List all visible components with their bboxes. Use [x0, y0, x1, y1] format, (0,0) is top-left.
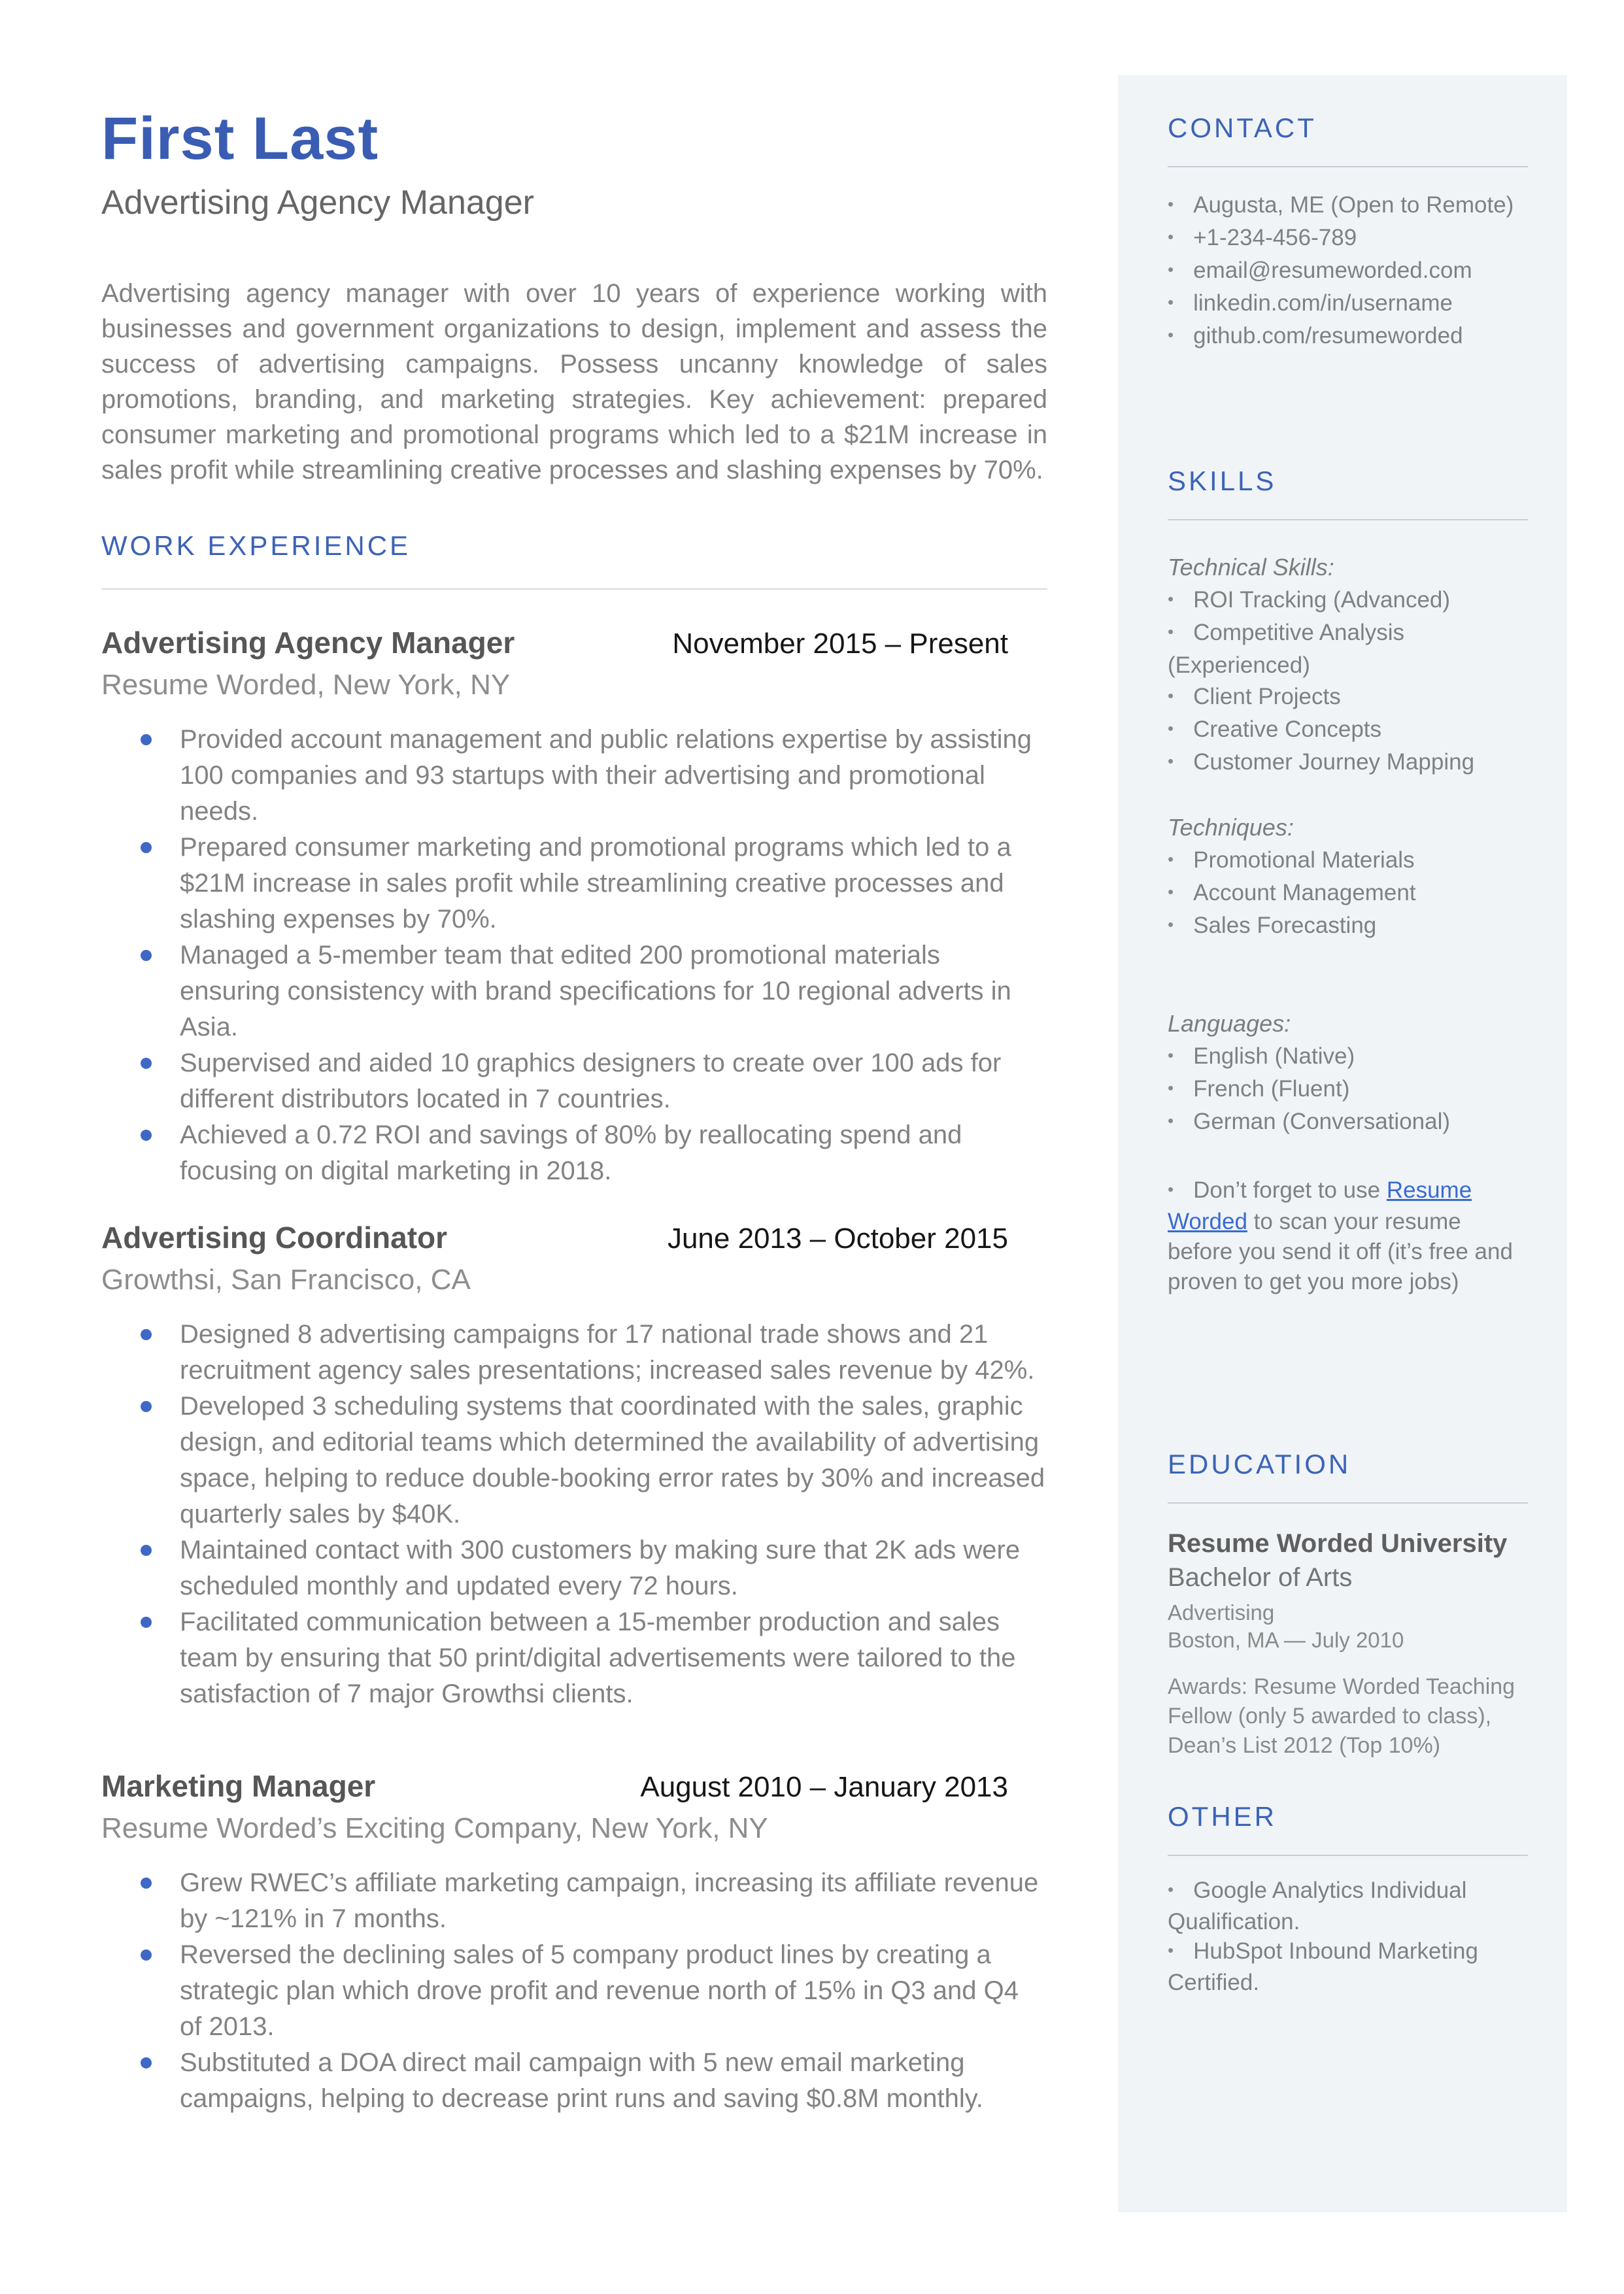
job-title: Marketing Manager — [101, 1769, 376, 1804]
skills-list — [1168, 845, 1528, 943]
contact-location: • Augusta, ME (Open to Remote) — [1168, 190, 1528, 222]
job-dates: August 2010 – January 2013 — [640, 1771, 1008, 1804]
resume-worded-link[interactable]: Resume Worded — [1168, 1177, 1472, 1234]
person-title: Advertising Agency Manager — [101, 184, 534, 222]
education-heading: EDUCATION — [1168, 1449, 1351, 1479]
job-entry — [101, 1767, 1047, 2117]
skill-item: • Competitive Analysis (Experienced) — [1168, 617, 1528, 681]
job-dates: June 2013 – October 2015 — [667, 1223, 1008, 1255]
skill-item: • Creative Concepts — [1168, 714, 1528, 747]
skill-item: • Promotional Materials — [1168, 845, 1528, 877]
job-bullet: Managed a 5-member team that edited 200 promotional materials ensuring consistency with brand specifications for 10 regional adverts in Asia. — [101, 937, 1047, 1045]
job-bullet: Facilitated communication between a 15-member production and sales team by ensuring that 50 print/digital advertisements were tailored to the satisfaction of 7 major Growthsi clients. — [101, 1604, 1047, 1712]
divider — [1168, 1855, 1528, 1856]
job-bullet: Grew RWEC’s affiliate marketing campaign, increasing its affiliate revenue by ~121% in 7 months. — [101, 1865, 1047, 1937]
job-dates: November 2015 – Present — [672, 628, 1008, 660]
work-experience-heading: WORK EXPERIENCE — [101, 530, 411, 562]
language-item: • English (Native) — [1168, 1041, 1528, 1073]
skill-item: • Client Projects — [1168, 681, 1528, 714]
job-bullet: Designed 8 advertising campaigns for 17 national trade shows and 21 recruitment agency sales presentations; increased sales revenue by 42%. — [101, 1317, 1047, 1389]
job-bullet: Reversed the declining sales of 5 company product lines by creating a strategic plan which drove profit and revenue north of 15% in Q3 and Q4 of 2013. — [101, 1937, 1047, 2045]
language-item: • German (Conversational) — [1168, 1106, 1528, 1139]
contact-list — [1168, 190, 1528, 353]
job-bullet-list — [101, 722, 1047, 1189]
job-bullet: Developed 3 scheduling systems that coordinated with the sales, graphic design, and editorial teams which determined the availability of advertising space, helping to reduce double-booking error rates by 30% and increased quarterly sales by $40K. — [101, 1389, 1047, 1532]
education-school: Resume Worded University — [1168, 1529, 1508, 1558]
job-entry — [101, 624, 1047, 1189]
job-bullet-list — [101, 1865, 1047, 2117]
skills-list — [1168, 584, 1528, 779]
job-bullet: Achieved a 0.72 ROI and savings of 80% by reallocating spend and focusing on digital marketing in 2018. — [101, 1117, 1047, 1189]
job-bullet: Supervised and aided 10 graphics designers to create over 100 ads for different distributors located in 7 countries. — [101, 1045, 1047, 1117]
other-item: • Google Analytics Individual Qualification. — [1168, 1876, 1528, 1936]
job-company: Resume Worded’s Exciting Company, New York, NY — [101, 1812, 768, 1845]
contact-github: • github.com/resumeworded — [1168, 320, 1528, 353]
skill-item: • Customer Journey Mapping — [1168, 747, 1528, 779]
skill-item: • ROI Tracking (Advanced) — [1168, 584, 1528, 617]
skills-group-label: Languages: — [1168, 1010, 1291, 1037]
job-entry — [101, 1219, 1047, 1712]
education-degree: Bachelor of Arts — [1168, 1563, 1353, 1592]
divider — [1168, 166, 1528, 167]
job-header — [101, 1767, 1047, 1806]
other-heading: OTHER — [1168, 1801, 1277, 1832]
skills-group-label: Technical Skills: — [1168, 554, 1334, 581]
job-bullet: Substituted a DOA direct mail campaign with 5 new email marketing campaigns, helping to decrease print runs and saving $0.8M monthly. — [101, 2045, 1047, 2117]
job-header — [101, 1219, 1047, 1258]
summary-paragraph: Advertising agency manager with over 10 years of experience working with businesses and government organizations to design, implement and assess the success of advertising campaigns. Possess uncanny knowledge of sales promotions, branding, and marketing strategies. Key achievement: prepared consumer marketing and promotional programs which led to a $21M increase in sales profit while streamlining creative processes and slashing expenses by 70%. — [101, 279, 1047, 485]
note-text: to scan your resume before you send it off (it’s free and proven to get you more jobs) — [1168, 1209, 1513, 1294]
skill-item: • Account Management — [1168, 877, 1528, 910]
contact-email: • email@resumeworded.com — [1168, 255, 1528, 288]
resume-worded-note — [1168, 1175, 1528, 1297]
language-item: • French (Fluent) — [1168, 1073, 1528, 1106]
skill-item: • Sales Forecasting — [1168, 910, 1528, 943]
job-title: Advertising Coordinator — [101, 1221, 448, 1255]
job-company: Growthsi, San Francisco, CA — [101, 1264, 471, 1296]
job-bullet: Prepared consumer marketing and promotional programs which led to a $21M increase in sales profit while streamlining creative processes and slashing expenses by 70%. — [101, 830, 1047, 937]
education-awards: Awards: Resume Worded Teaching Fellow (only 5 awarded to class), Dean’s List 2012 (Top 10%) — [1168, 1674, 1515, 1758]
job-company: Resume Worded, New York, NY — [101, 669, 511, 701]
person-name: First Last — [101, 105, 379, 172]
other-item: • HubSpot Inbound Marketing Certified. — [1168, 1936, 1528, 1997]
skills-group-label: Techniques: — [1168, 814, 1294, 841]
job-bullet: Provided account management and public relations expertise by assisting 100 companies and 93 startups with their advertising and promotional needs. — [101, 722, 1047, 830]
note-text: Don’t forget to use — [1193, 1177, 1387, 1203]
sidebar — [1118, 75, 1567, 2212]
contact-phone: • +1-234-456-789 — [1168, 222, 1528, 255]
main-column — [101, 0, 1047, 2117]
contact-heading: CONTACT — [1168, 112, 1317, 143]
job-title: Advertising Agency Manager — [101, 626, 515, 660]
job-bullet-list — [101, 1317, 1047, 1712]
job-header — [101, 624, 1047, 663]
languages-list — [1168, 1041, 1528, 1139]
other-list — [1168, 1876, 1528, 1997]
education-major: Advertising — [1168, 1600, 1275, 1625]
contact-linkedin: • linkedin.com/in/username — [1168, 288, 1528, 320]
divider — [101, 588, 1047, 590]
education-location-date: Boston, MA — July 2010 — [1168, 1628, 1404, 1652]
skills-heading: SKILLS — [1168, 465, 1277, 496]
job-bullet: Maintained contact with 300 customers by making sure that 2K ads were scheduled monthly and updated every 72 hours. — [101, 1532, 1047, 1604]
divider — [1168, 1502, 1528, 1504]
divider — [1168, 519, 1528, 520]
